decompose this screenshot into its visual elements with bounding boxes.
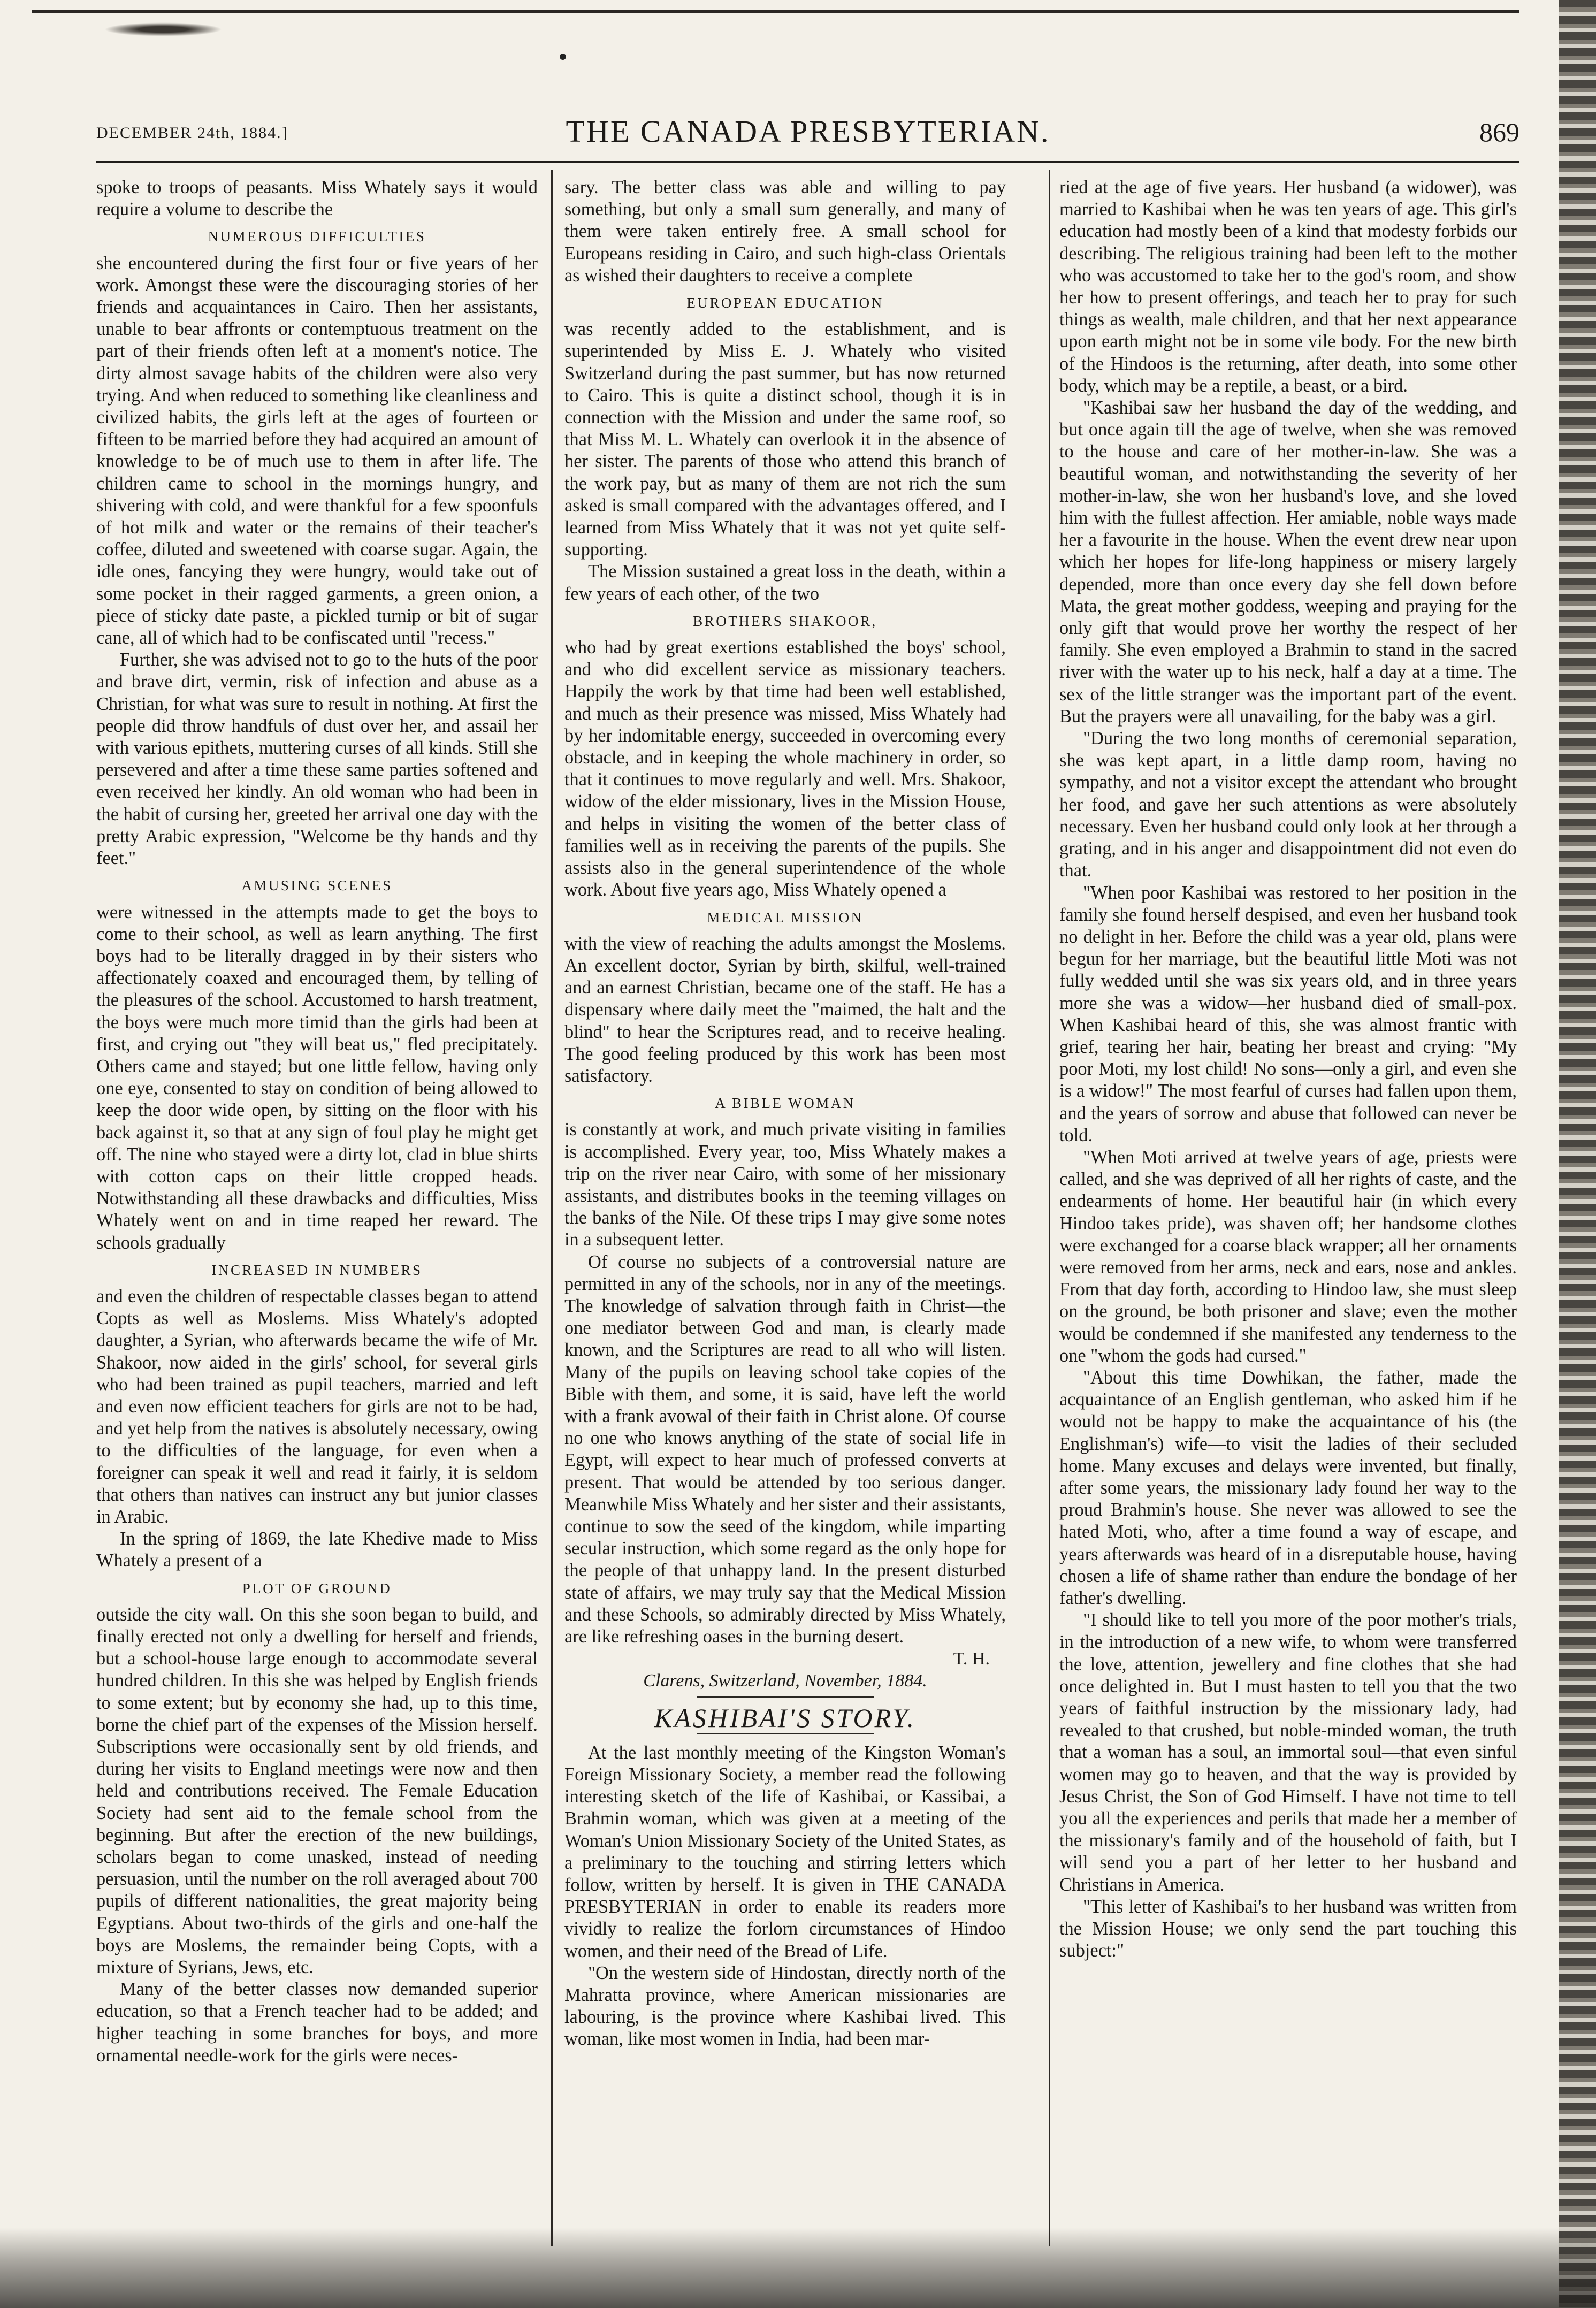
- ink-dot: [560, 54, 566, 60]
- title-rule: [697, 1733, 874, 1734]
- decorative-ornament: [104, 22, 222, 36]
- paragraph: In the spring of 1869, the late Khedive made to Miss Whately a present of a: [96, 1529, 538, 1571]
- section-subheading: NUMEROUS DIFFICULTIES: [208, 228, 426, 245]
- column-1: [96, 177, 538, 2263]
- page-number: 869: [1479, 117, 1519, 147]
- paragraph: "This letter of Kashibai's to her husband was written from the Mission House; we only send the part touching this subject:": [1059, 1896, 1517, 1961]
- paragraph: she encountered during the first four or five years of her work. Amongst these were the discouraging stories of her friends and acquaintances in Cairo. Then her assistants, unable to bear affronts or contemptuous treatment on the part of their friends often left at a moment's notice. The dirty almost savage habits of the children were also very trying. And when reduced to something like cleanliness and civilized habits, the girls left at the ages of fourteen or fifteen to be married before they had acquired an amount of knowledge to be of much use to them in after life. The children came to school in the mornings hungry, and shivering with cold, and were thankful for a few spoonfuls of hot milk and water or the remains of their teacher's coffee, diluted and sweetened with coarse sugar. Again, the idle ones, fancying they were hungry, would take out of some pocket in their ragged garments, a green onion, a piece of sticky date paste, a pickled turnip or bit of sugar cane, all of which had to be confiscated until "recess.": [96, 253, 538, 648]
- paragraph: Further, she was advised not to go to the huts of the poor and brave dirt, vermin, risk of infection and abuse as a Christian, for what was sure to result in nothing. At first the people did throw handfuls of dust over her, and assail her with various epithets, muttering curses of all kinds. Still she persevered and after a time these same parties softened and even received her kindly. An old woman who had been in the habit of cursing her, greeted her arrival one day with the pretty Arabic expression, "Welcome be thy hands and thy feet.": [96, 649, 538, 869]
- section-subheading: INCREASED IN NUMBERS: [211, 1262, 423, 1278]
- page-header: [96, 113, 1519, 151]
- paragraph: "When poor Kashibai was restored to her position in the family she found herself despised, and even her husband took no delight in her. Before the child was a year old, plans were begun for her marriage, but the beautiful little Moti was not fully wedded until she was six years old, and in three years more she was a widow—her husband died of small-pox. When Kashibai heard of this, she was almost frantic with grief, tearing her hair, beating her breast and crying: "My poor Moti, my lost child! No sons—only a girl, and even she is a widow!" The most fearful of curses had fallen upon them, and the years of sorrow and abuse that followed can never be told.: [1059, 882, 1517, 1145]
- paragraph: with the view of reaching the adults amongst the Moslems. An excellent doctor, Syrian by birth, skilful, well-trained and an earnest Christian, became one of the staff. He has a dispensary where daily meet the "maimed, the halt and the blind" to hear the Scriptures read, and to receive healing. The good feeling produced by this work has been most satisfactory.: [564, 933, 1006, 1086]
- issue-date: DECEMBER 24th, 1884.]: [96, 124, 288, 142]
- author-initials: T. H.: [953, 1649, 990, 1669]
- paragraph: "I should like to tell you more of the poor mother's trials, in the introduction of a new wife, to whom were transferred the love, attention, jewellery and fine clothes that she had once delighted in. But I must hasten to tell you that the two years of faithful instruction by the missionary lady, had revealed to that crushed, but noble-minded woman, the truth that a woman has a soul, an immortal soul—that even sinful women may go to heaven, and that the way is provided by Jesus Christ, the Son of God Himself. I have not time to tell you all the experiences and perils that made her a member of the missionary's family and of the household of faith, but I will send you a part of her letter to her husband and Christians in America.: [1059, 1610, 1517, 1895]
- column-3: [1059, 177, 1517, 2263]
- paragraph: Many of the better classes now demanded superior education, so that a French teacher had to be added; and higher teaching in some branches for boys, and more ornamental needle-work for the girls were neces-: [96, 1979, 538, 2066]
- column-rule-1: [551, 170, 553, 2246]
- paragraph: "When Moti arrived at twelve years of age, priests were called, and she was deprived of all her rights of caste, and the endearments of home. Her beautiful hair (in which every Hindoo takes pride), was shaven off; her handsome clothes were exchanged for a coarse black wrapper; all her ornaments were removed from her arms, neck and ears, nose and ankles. From that day forth, according to Hindoo law, she must sleep on the ground, be both prisoner and slave; even the mother would be condemned if she manifested any tenderness to the one "whom the gods had cursed.": [1059, 1147, 1517, 1366]
- paragraph: "On the western side of Hindostan, directly north of the Mahratta province, where American missionaries are labouring, is the province where Kashibai lived. This woman, like most women in India, had been mar-: [564, 1962, 1006, 2050]
- newspaper-title: THE CANADA PRESBYTERIAN.: [566, 114, 1050, 149]
- column-2: [564, 177, 1006, 2263]
- article-separator: [697, 1696, 874, 1698]
- paragraph: The Mission sustained a great loss in the death, within a few years of each other, of the two: [564, 561, 1006, 604]
- scan-bottom-shadow: [0, 2228, 1596, 2308]
- paragraph: were witnessed in the attempts made to get the boys to come to their school, as well as learn anything. The first boys had to be literally dragged in by their sisters who affectionately coaxed and encouraged them, by telling of the pleasures of the school. Accustomed to harsh treatment, the boys were much more timid than the girls had been at first, and crying out "they will beat us," fled precipitately. Others came and stayed; but one little fellow, having only one eye, consented to stay on condition of being allowed to keep the door wide open, by sitting on the floor with his back against it, so that at any sign of foul play he might get off. The nine who stayed were a dirty lot, clad in blue shirts with cotton caps on their little cropped heads. Notwithstanding all these drawbacks and difficulties, Miss Whately went on and in time reaped her reward. The schools gradually: [96, 901, 538, 1253]
- paragraph: spoke to troops of peasants. Miss Whately says it would require a volume to describe the: [96, 177, 538, 220]
- paragraph: At the last monthly meeting of the Kingston Woman's Foreign Missionary Society, a member read the following interesting sketch of the life of Kashibai, or Kassibai, a Brahmin woman, which was given at a meeting of the Woman's Union Missionary Society of the United States, as a preliminary to the touching and stirring letters which follow, written by herself. It is given in THE CANADA PRESBYTERIAN in order to enable its readers more vividly to realize the forlorn circumstances of Hindoo women, and their need of the Bread of Life.: [564, 1742, 1006, 1961]
- paragraph: "About this time Dowhikan, the father, made the acquaintance of an English gentleman, who asked him if he would not be happy to make the acquaintance of his (the Englishman's) wife—to visit the ladies of their secluded home. Many excuses and delays were invented, but finally, after some years, the missionary lady found her way to the proud Brahmin's house. She never was allowed to see the hated Moti, who, after a time found a way of escape, and years afterwards was heard of in a disreputable house, having chosen a life of shame rather than endure the bondage of her father's dwelling.: [1059, 1367, 1517, 1608]
- paragraph: Of course no subjects of a controversial nature are permitted in any of the schools, nor in any of the meetings. The knowledge of salvation through faith in Christ—the one mediator between God and man, is clearly made known, and the Scriptures are read to all who will listen. Many of the pupils on leaving school take copies of the Bible with them, and some, it is said, have left the world with a frank avowal of their faith in Christ alone. Of course no one who knows anything of the state of social life in Egypt, will expect to hear much of professed converts at present. That would be attended by too serious danger. Meanwhile Miss Whately and her sister and their assistants, continue to sow the seed of the kingdom, while imparting secular instruction, which some regard as the only hope for the people of that unhappy land. In the present disturbed state of affairs, we may truly say that the Medical Mission and these Schools, so admirably directed by Miss Whately, are like refreshing oases in the burning desert.: [564, 1251, 1006, 1647]
- column-rule-2: [1049, 170, 1050, 2246]
- paragraph: who had by great exertions established the boys' school, and who did excellent service as missionary teachers. Happily the work by that time had been well established, and much as their presence was missed, Miss Whately had by her indomitable energy, succeeded in overcoming every obstacle, and in keeping the whole machinery in order, so that it continues to move regularly and well. Mrs. Shakoor, widow of the elder missionary, lives in the Mission House, and helps in visiting the women of the better class of families well as in receiving the parents of the pupils. She assists also in the general superintendence of the whole work. About five years ago, Miss Whately opened a: [564, 637, 1006, 900]
- paragraph: was recently added to the establishment, and is superintended by Miss E. J. Whately who visited Switzerland during the past summer, but has now returned to Cairo. This is quite a distinct school, though it is in connection with the Mission and under the same roof, so that Miss M. L. Whately can overlook it in the absence of her sister. The parents of those who attend this branch of the work pay, but as many of them are not rich the sum asked is small compared with the advantages offered, and I learned from Miss Whately that it was not yet quite self-supporting.: [564, 319, 1006, 560]
- section-subheading: BROTHERS SHAKOOR,: [693, 613, 877, 629]
- paragraph: and even the children of respectable classes began to attend Copts as well as Moslems. Miss Whately's adopted daughter, a Syrian, who afterwards became the wife of Mr. Shakoor, now aided in the girls' school, for several girls who had been trained as pupil teachers, married and left and even now efficient teachers for girls are not to be had, and yet help from the natives is absolutely necessary, owing to the difficulties of the language, for even when a foreigner can speak it well and read it fairly, it is seldom that others than natives can instruct any but junior classes in Arabic.: [96, 1286, 538, 1527]
- section-subheading: PLOT OF GROUND: [242, 1580, 392, 1596]
- paragraph: "During the two long months of ceremonial separation, she was kept apart, in a little damp room, having no sympathy, and not a visitor except the attendant who brought her food, and gave her such attentions as were absolutely necessary. Even her husband could only look at her through a grating, and in his anger and disappointment did not even do that.: [1059, 728, 1517, 881]
- article-dateline: Clarens, Switzerland, November, 1884.: [643, 1671, 927, 1691]
- section-subheading: EUROPEAN EDUCATION: [686, 295, 884, 311]
- paragraph: outside the city wall. On this she soon began to build, and finally erected not only a dwelling for herself and friends, but a school-house large enough to accommodate several hundred children. In this she was helped by English friends to some extent; but by economy she had, up to this time, borne the chief part of the expenses of the Mission herself. Subscriptions were occasionally sent by old friends, and during her visits to England meetings were now and then held and contributions received. The Female Education Society had sent aid to the female school from the beginning. But after the erection of the new buildings, scholars began to come unasked, instead of needing persuasion, until the number on the roll averaged about 700 pupils of different nationalities, the great majority being Egyptians. About two-thirds of the girls and one-half the boys are Moslems, the remainder being Copts, with a mixture of Syrians, Jews, etc.: [96, 1604, 538, 1978]
- section-subheading: AMUSING SCENES: [241, 877, 393, 894]
- paragraph: "Kashibai saw her husband the day of the wedding, and but once again till the age of twelve, when she was removed to the house and care of her mother-in-law. She was a beautiful woman, and notwithstanding the severity of her mother-in-law, she won her husband's love, and she loved him with the fullest affection. Her amiable, noble ways made her a favourite in the house. When the event drew near upon which her hopes for life-long happiness or misery largely depended, more than once every day she fell down before Mata, the great mother goddess, weeping and praying for the only gift that would prove her worthy the respect of her family. She even employed a Brahmin to stand in the sacred river with the water up to his neck, half a day at a time. The sex of the little stranger was the important part of the event. But the prayers were all unavailing, for the baby was a girl.: [1059, 398, 1517, 727]
- top-border-line: [32, 10, 1519, 13]
- section-subheading: A BIBLE WOMAN: [715, 1095, 856, 1112]
- paragraph: ried at the age of five years. Her husband (a widower), was married to Kashibai when he was ten years of age. This girl's education had mostly been of a kind that modesty forbids our describing. The religious training had been left to the mother who was accustomed to take her to the god's room, and show her how to present offerings, and teach her to pray for such things as wealth, male children, and that her next appearance upon earth might not be in some vile body. For the new birth of the Hindoos is the returning, after death, into some other body, which may be a reptile, a beast, or a bird.: [1059, 177, 1517, 396]
- paragraph: is constantly at work, and much private visiting in families is accomplished. Every year, too, Miss Whately makes a trip on the river near Cairo, with some of her missionary assistants, and distributes books in the teeming villages on the banks of the Nile. Of these trips I may give some notes in a subsequent letter.: [564, 1119, 1006, 1250]
- header-rule: [96, 161, 1519, 163]
- article-title: KASHIBAI'S STORY.: [654, 1702, 916, 1733]
- section-subheading: MEDICAL MISSION: [707, 909, 864, 926]
- page-binding-edge: [1559, 0, 1596, 2308]
- paragraph: sary. The better class was able and willing to pay something, but only a small sum generally, and many of them were taken entirely free. A small school for Europeans residing in Cairo, and such high-class Orientals as wished their daughters to receive a complete: [564, 177, 1006, 286]
